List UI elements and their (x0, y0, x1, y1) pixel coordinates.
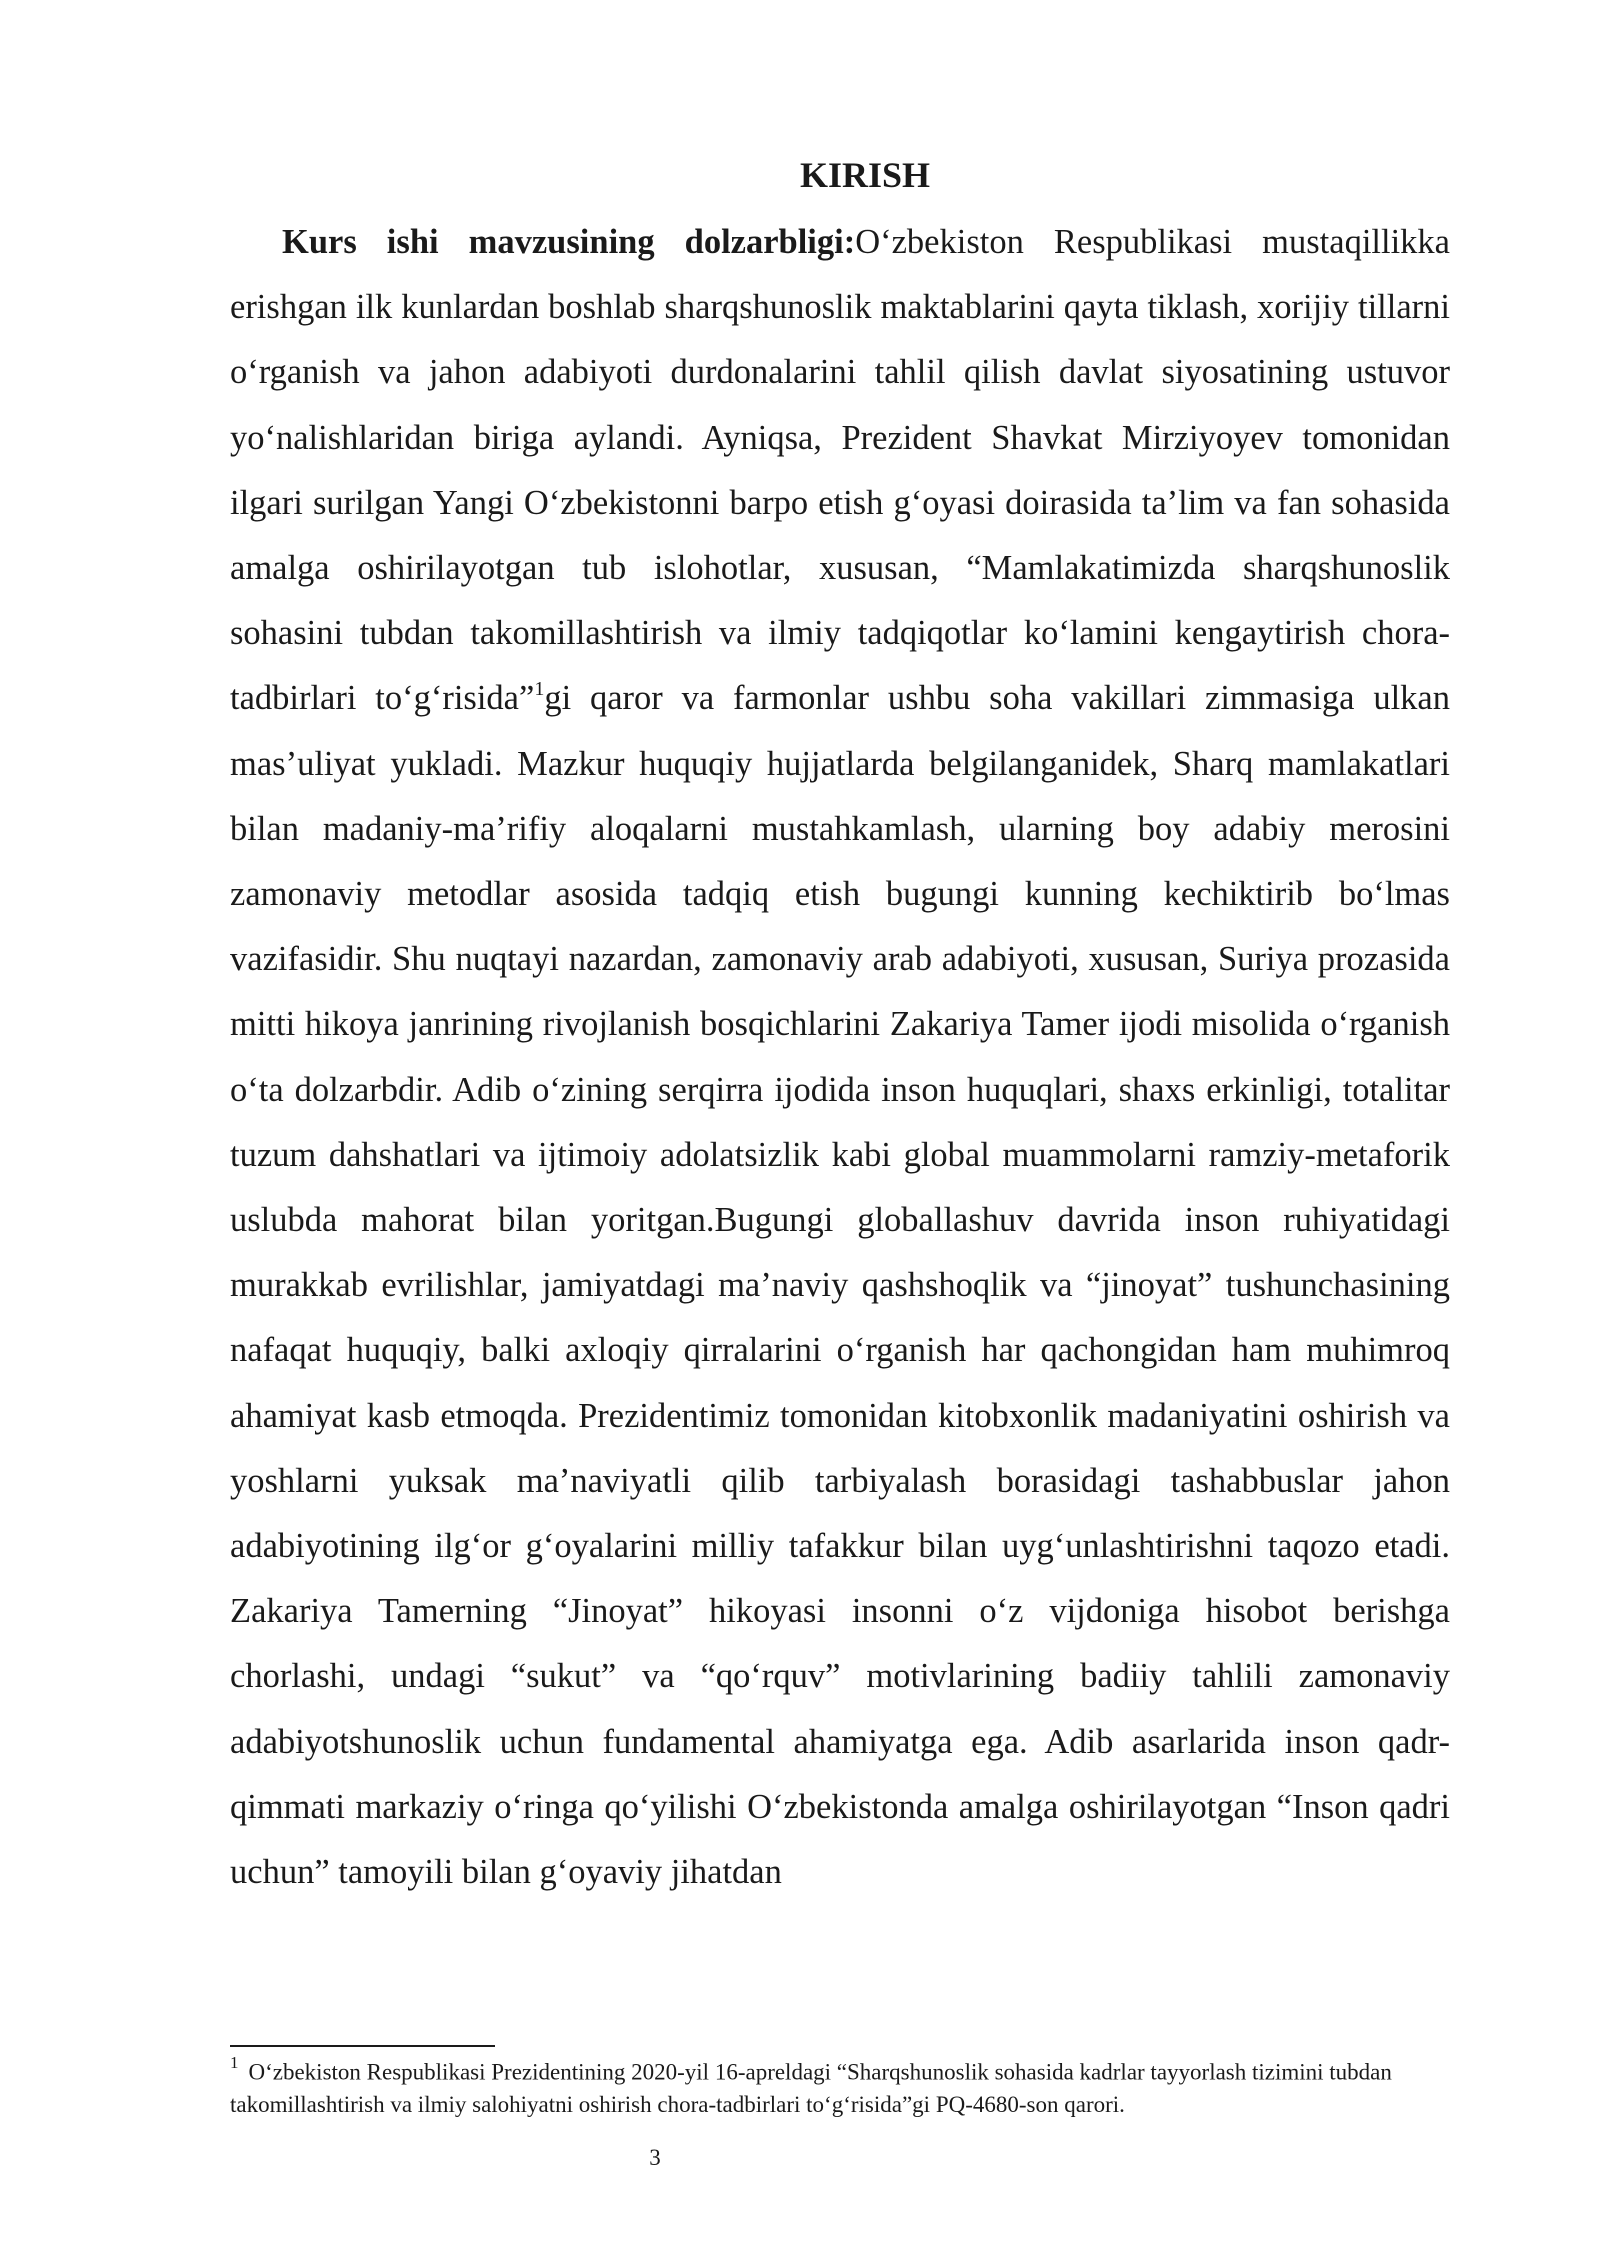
paragraph-lead-bold: Kurs ishi mavzusining dolzarbligi: (282, 223, 856, 261)
footnote-separator (230, 2045, 495, 2047)
body-paragraph (230, 210, 1450, 1905)
footnote-reference[interactable]: 1 (534, 677, 545, 700)
page-number: 3 (649, 2145, 661, 2170)
paragraph-text-part-2: gi qaror va farmonlar ushbu soha vakillari zimmasiga ulkan mas’uliyat yukladi. Mazkur huquqiy hujjatlarda belgilanganidek, Sharq mamlakatlari bilan madaniy-ma’rifiy aloqalarni mustahkamlash, ularning boy adabiy merosini zamonaviy metodlar asosida tadqiq etish bugungi kunning kechiktirib bo‘lmas vazifasidir. Shu nuqtayi nazardan, zamonaviy arab adabiyoti, xususan, Suriya prozasida mitti hikoya janrining rivojlanish bosqichlarini Zakariya Tamer ijodi misolida o‘rganish o‘ta dolzarbdir. Adib o‘zining serqirra ijodida inson huquqlari, shaxs erkinligi, totalitar tuzum dahshatlari va ijtimoiy adolatsizlik kabi global muammolarni ramziy-metaforik uslubda mahorat bilan yoritgan.Bugungi globallashuv davrida inson ruhiyatidagi murakkab evrilishlar, jamiyatdagi ma’naviy qashshoqlik va “jinoyat” tushunchasining nafaqat huquqiy, balki axloqiy qirralarini o‘rganish har qachongidan ham muhimroq ahamiyat kasb etmoqda. Prezidentimiz tomonidan kitobxonlik madaniyatini oshirish va yoshlarni yuksak ma’naviyatli qilib tarbiyalash borasidagi tashabbuslar jahon adabiyotining ilg‘or g‘oyalarini milliy tafakkur bilan uyg‘unlashtirishni taqozo etadi. Zakariya Tamerning “Jinoyat” hikoyasi insonni o‘z vijdoniga hisobot berishga chorlashi, undagi “sukut” va “qo‘rquv” motivlarining badiiy tahlili zamonaviy adabiyotshunoslik uchun fundamental ahamiyatga ega. Adib asarlarida inson qadr-qimmati markaziy o‘ringa qo‘yilishi O‘zbekistonda amalga oshirilayotgan “Inson qadri uchun” tamoyili bilan g‘oyaviy jihatdan (230, 679, 1450, 1892)
footnote-number: 1 (230, 2053, 239, 2072)
paragraph-text-part-1: O‘zbekiston Respublikasi mustaqillikka erishgan ilk kunlardan boshlab sharqshunoslik maktablarini qayta tiklash, xorijiy tillarni o‘rganish va jahon adabiyoti durdonalarini tahlil qilish davlat siyosatining ustuvor yo‘nalishlaridan biriga aylandi. Ayniqsa, Prezident Shavkat Mirziyoyev tomonidan ilgari surilgan Yangi O‘zbekistonni barpo etish g‘oyasi doirasida ta’lim va fan sohasida amalga oshirilayotgan tub islohotlar, xususan, “Mamlakatimizda sharqshunoslik sohasini tubdan takomillashtirish va ilmiy tadqiqotlar ko‘lamini kengaytirish chora-tadbirlari to‘g‘risida” (230, 223, 1450, 718)
footnote-text: O‘zbekiston Respublikasi Prezidentining 2020-yil 16-apreldagi “Sharqshunoslik sohasida kadrlar tayyorlash tizimini tubdan takomillashtirish va ilmiy salohiyatni oshirish chora-tadbirlari to‘g‘risida”gi PQ-4680-son qarori. (230, 2059, 1392, 2117)
section-heading: KIRISH (799, 155, 931, 195)
footnote (230, 2050, 1460, 2121)
